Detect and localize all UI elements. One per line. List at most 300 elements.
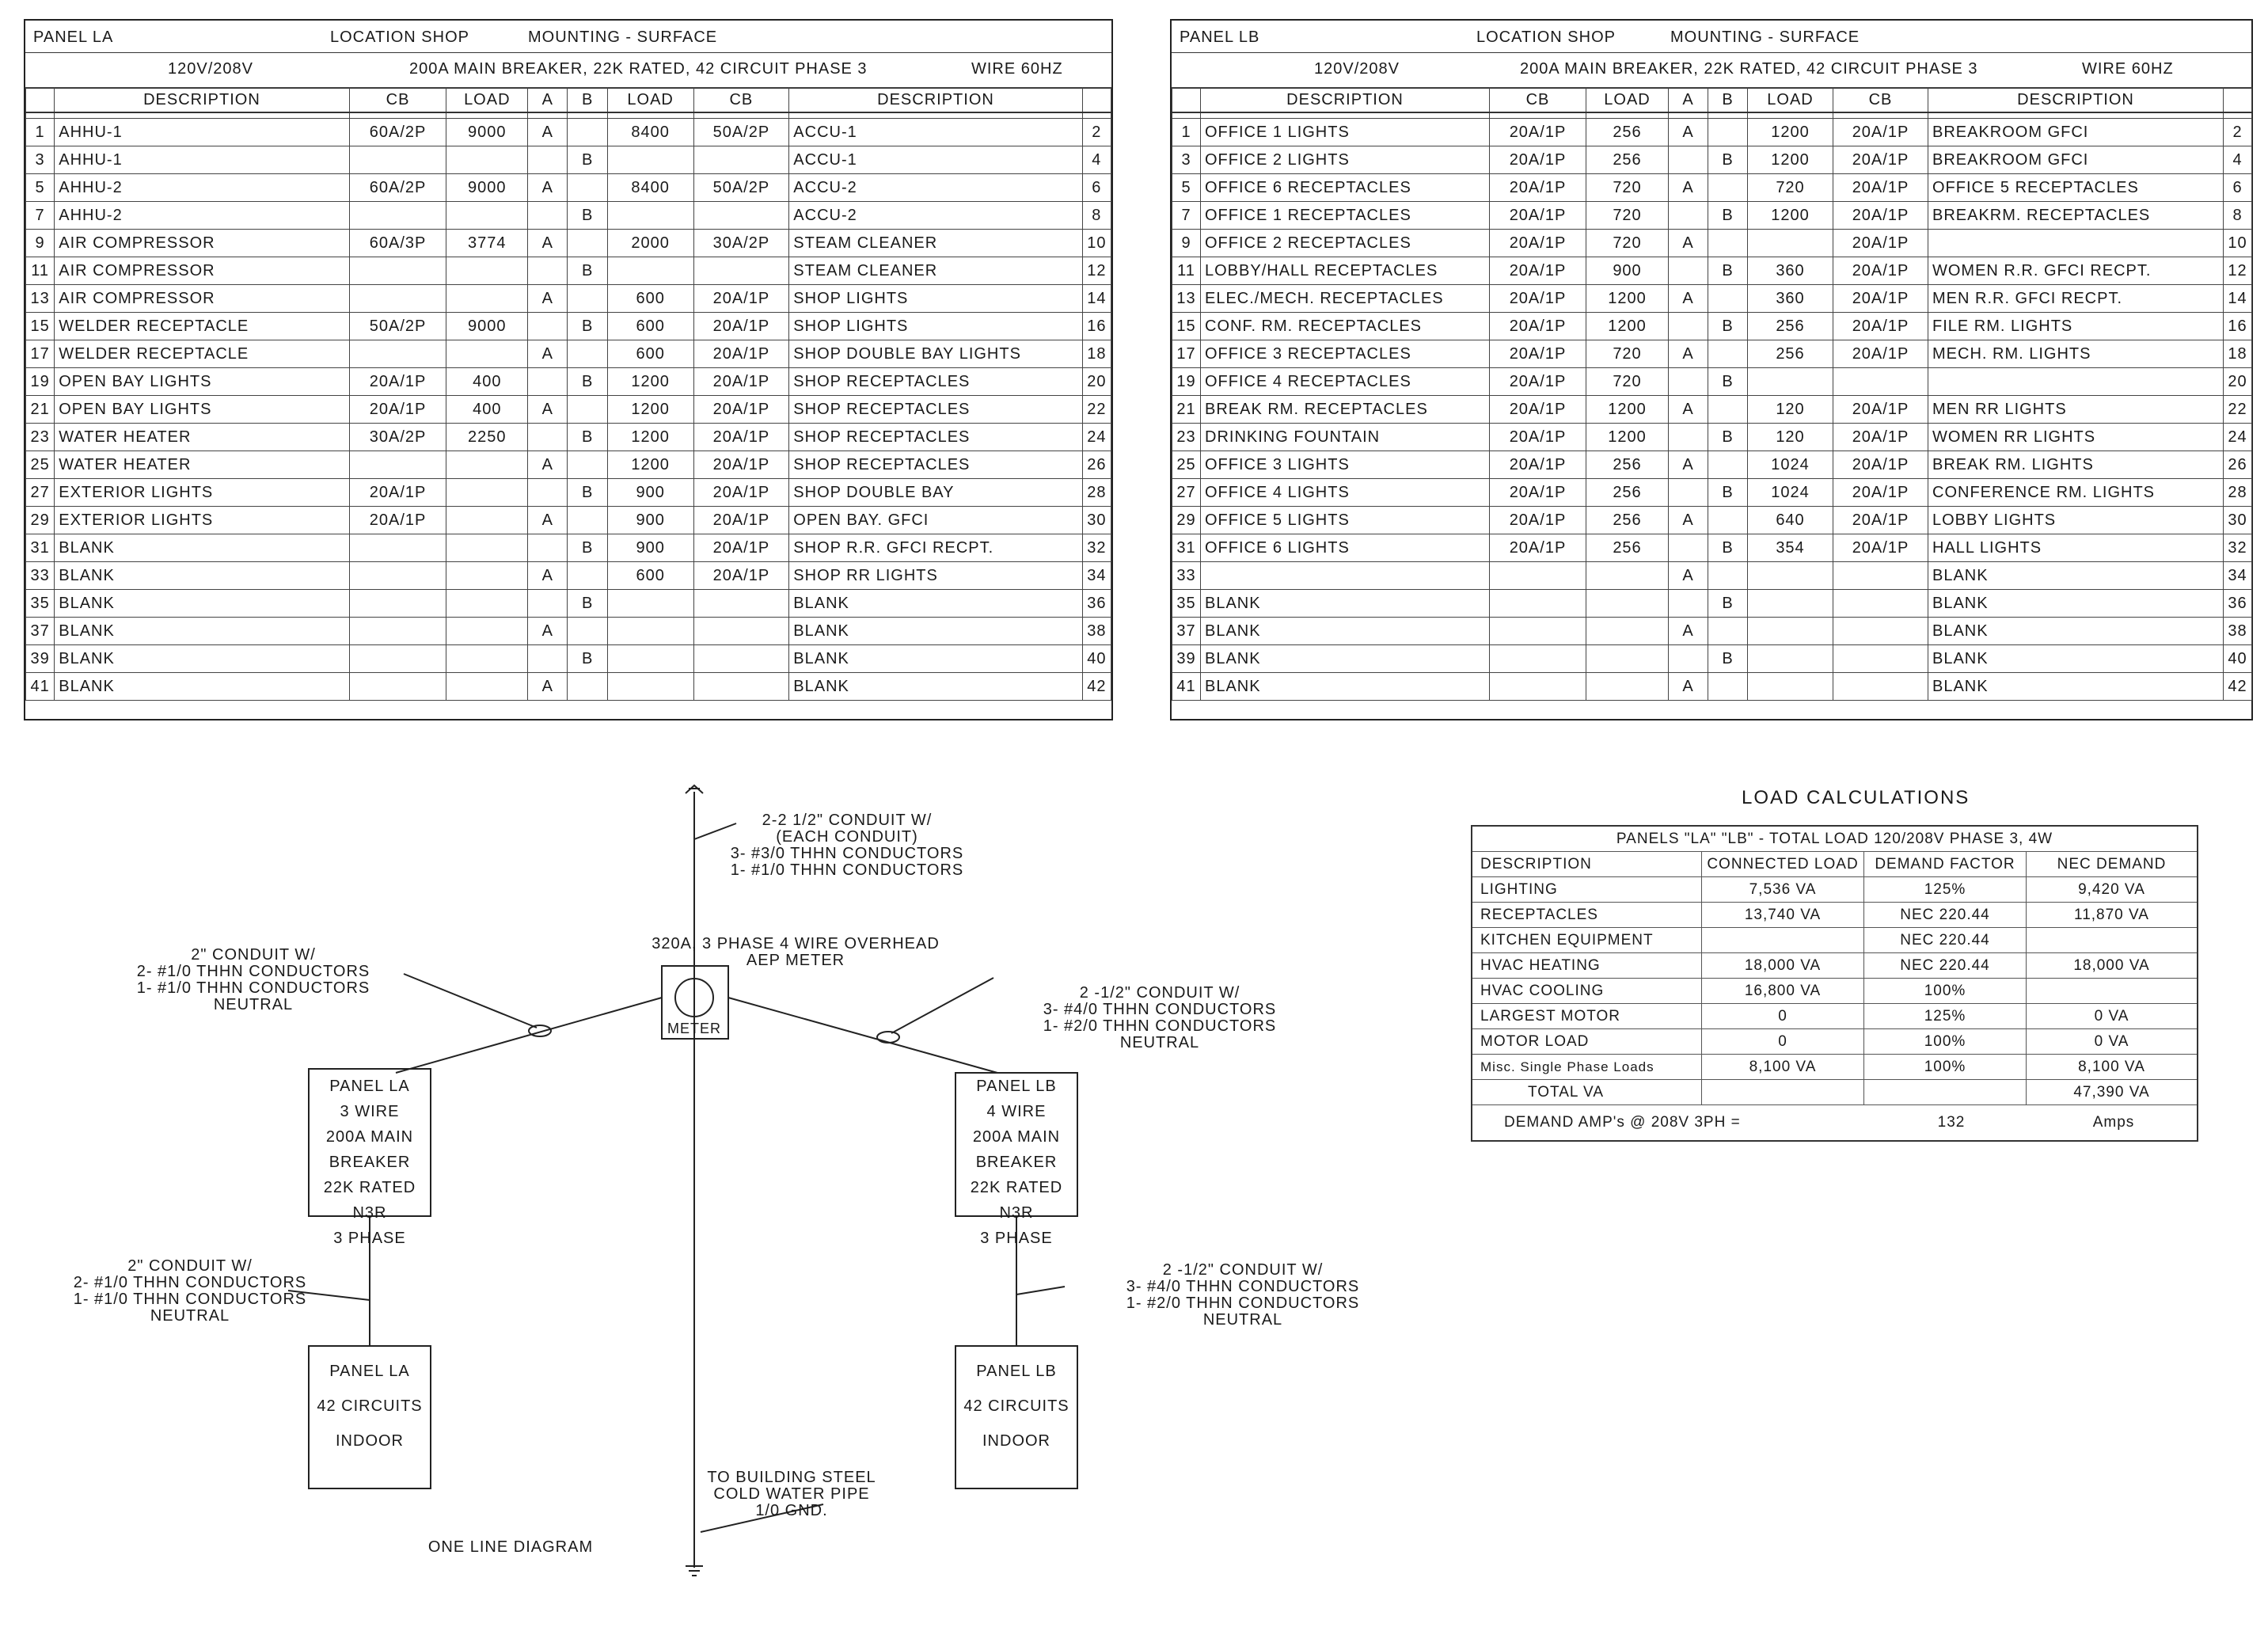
calc-row <box>1472 1029 2197 1055</box>
circuit-load: 256 <box>1586 146 1669 174</box>
phase-a: A <box>528 340 568 368</box>
circuit-row <box>1172 479 2252 507</box>
col-cb: CB <box>1833 88 1928 113</box>
circuit-load: 1200 <box>1748 146 1833 174</box>
calc-demand-factor: 100% <box>1864 1029 2027 1054</box>
circuit-breaker: 20A/1P <box>1490 396 1586 424</box>
circuit-description: OFFICE 6 RECEPTACLES <box>1201 174 1490 202</box>
calc-connected-load: 7,536 VA <box>1702 877 1864 902</box>
circuit-description: BLANK <box>1201 673 1490 701</box>
circuit-breaker: 20A/1P <box>1833 451 1928 479</box>
circuit-number: 28 <box>2224 479 2252 507</box>
circuit-description: BLANK <box>55 618 349 645</box>
phase-a: A <box>1669 340 1708 368</box>
circuit-load: 720 <box>1586 202 1669 230</box>
circuit-breaker: 20A/1P <box>693 368 789 396</box>
circuit-number: 21 <box>1172 396 1201 424</box>
circuit-description: CONF. RM. RECEPTACLES <box>1201 313 1490 340</box>
circuit-load <box>1748 645 1833 673</box>
circuit-number: 9 <box>1172 230 1201 257</box>
leader-line <box>404 974 537 1028</box>
circuit-row <box>26 119 1111 146</box>
top-conduit-note: 3- #3/0 THHN CONDUCTORS <box>730 845 964 862</box>
panel-la-schedule <box>24 19 1113 720</box>
phase-a: A <box>1669 174 1708 202</box>
circuit-load: 360 <box>1748 257 1833 285</box>
phase-b: B <box>568 534 607 562</box>
circuit-breaker <box>693 645 789 673</box>
phase-b: B <box>1708 146 1748 174</box>
circuit-breaker <box>349 562 446 590</box>
calc-demand-row <box>1472 1105 2197 1140</box>
circuit-breaker: 20A/1P <box>1833 534 1928 562</box>
circuit-load <box>1586 562 1669 590</box>
circuit-load <box>446 257 528 285</box>
col-load: LOAD <box>607 88 693 113</box>
circuit-load: 256 <box>1748 313 1833 340</box>
left-feeder-note: 2" CONDUIT W/ <box>191 946 316 964</box>
calc-description: Misc. Single Phase Loads <box>1472 1055 1702 1079</box>
circuit-description: BLANK <box>1928 590 2224 618</box>
circuit-number: 11 <box>1172 257 1201 285</box>
circuit-number: 16 <box>2224 313 2252 340</box>
phase-b <box>1708 119 1748 146</box>
circuit-breaker <box>1490 645 1586 673</box>
phase-b: B <box>1708 424 1748 451</box>
circuit-breaker: 20A/1P <box>349 507 446 534</box>
phase-a: A <box>1669 618 1708 645</box>
circuit-number: 15 <box>1172 313 1201 340</box>
phase-b <box>568 673 607 701</box>
circuit-breaker: 20A/1P <box>1490 174 1586 202</box>
circuit-number: 12 <box>2224 257 2252 285</box>
circuit-description: SHOP DOUBLE BAY LIGHTS <box>789 340 1082 368</box>
phase-a: A <box>528 451 568 479</box>
circuit-number: 12 <box>1082 257 1111 285</box>
circuit-breaker: 20A/1P <box>1833 174 1928 202</box>
circuit-description: BLANK <box>1928 618 2224 645</box>
circuit-description: MEN R.R. GFCI RECPT. <box>1928 285 2224 313</box>
circuit-number: 33 <box>26 562 55 590</box>
circuit-breaker <box>693 257 789 285</box>
col-cb: CB <box>1490 88 1586 113</box>
circuit-breaker: 20A/1P <box>693 534 789 562</box>
circuit-breaker: 20A/1P <box>1833 507 1928 534</box>
circuit-number: 5 <box>1172 174 1201 202</box>
circuit-breaker <box>1833 368 1928 396</box>
circuit-number: 19 <box>26 368 55 396</box>
circuit-breaker: 60A/2P <box>349 119 446 146</box>
circuit-breaker <box>693 673 789 701</box>
panel-la-box-label: BREAKER <box>329 1154 411 1171</box>
leader-line <box>891 978 993 1033</box>
circuit-number: 34 <box>2224 562 2252 590</box>
phase-b: B <box>1708 368 1748 396</box>
circuit-description: BLANK <box>1201 590 1490 618</box>
circuit-number: 26 <box>1082 451 1111 479</box>
circuit-number: 13 <box>1172 285 1201 313</box>
circuit-breaker <box>349 673 446 701</box>
circuit-number: 6 <box>2224 174 2252 202</box>
circuit-load: 1200 <box>607 396 693 424</box>
circuit-description: OFFICE 1 LIGHTS <box>1201 119 1490 146</box>
circuit-load <box>1748 368 1833 396</box>
circuit-number: 19 <box>1172 368 1201 396</box>
panel-lb-sub-label: INDOOR <box>982 1432 1050 1450</box>
circuit-number: 6 <box>1082 174 1111 202</box>
circuit-description: STEAM CLEANER <box>789 230 1082 257</box>
circuit-breaker <box>349 618 446 645</box>
circuit-number: 29 <box>26 507 55 534</box>
circuit-load: 256 <box>1586 507 1669 534</box>
col-phase-a: A <box>528 88 568 113</box>
circuit-description: BLANK <box>1928 673 2224 701</box>
circuit-load <box>607 146 693 174</box>
circuit-number: 23 <box>26 424 55 451</box>
phase-a <box>528 257 568 285</box>
panel-mounting: MOUNTING - SURFACE <box>528 29 718 46</box>
circuit-row <box>1172 230 2252 257</box>
left-feeder-note: 1- #1/0 THHN CONDUCTORS <box>136 979 370 997</box>
circuit-number: 20 <box>2224 368 2252 396</box>
circuit-number: 7 <box>26 202 55 230</box>
calc-connected-load: 16,800 VA <box>1702 979 1864 1003</box>
circuit-description: BLANK <box>789 645 1082 673</box>
phase-a <box>1669 424 1708 451</box>
circuit-number: 39 <box>1172 645 1201 673</box>
circuit-row <box>1172 174 2252 202</box>
circuit-load: 900 <box>607 534 693 562</box>
col-load: LOAD <box>1748 88 1833 113</box>
circuit-breaker: 20A/1P <box>1833 313 1928 340</box>
panel-voltage: 120V/208V <box>1314 60 1400 78</box>
circuit-description: SHOP RR LIGHTS <box>789 562 1082 590</box>
circuit-row <box>1172 368 2252 396</box>
circuit-description: SHOP RECEPTACLES <box>789 368 1082 396</box>
panel-la-header <box>25 21 1111 53</box>
col-load: LOAD <box>446 88 528 113</box>
phase-b: B <box>1708 534 1748 562</box>
circuit-number: 42 <box>1082 673 1111 701</box>
panel-lb-box-label: 200A MAIN <box>972 1128 1061 1146</box>
phase-b <box>1708 507 1748 534</box>
calc-col-description: DESCRIPTION <box>1472 852 1702 876</box>
circuit-row <box>26 618 1111 645</box>
phase-b: B <box>568 313 607 340</box>
circuit-load: 256 <box>1748 340 1833 368</box>
circuit-breaker <box>693 618 789 645</box>
circuit-load <box>1748 673 1833 701</box>
circuit-description: ACCU-1 <box>789 146 1082 174</box>
circuit-number: 39 <box>26 645 55 673</box>
calc-demand-factor: 125% <box>1864 1004 2027 1028</box>
circuit-row <box>26 146 1111 174</box>
circuit-row <box>26 230 1111 257</box>
calc-nec-demand <box>2027 979 2197 1003</box>
ground-note: TO BUILDING STEEL <box>707 1469 876 1486</box>
circuit-row <box>26 562 1111 590</box>
circuit-number: 14 <box>1082 285 1111 313</box>
conduit-mark-icon <box>877 1032 899 1043</box>
circuit-load <box>446 146 528 174</box>
calc-nec-demand: 0 VA <box>2094 1032 2129 1050</box>
calc-row <box>1472 953 2197 979</box>
circuit-breaker: 20A/1P <box>693 424 789 451</box>
calc-description: HVAC HEATING <box>1472 953 1702 978</box>
phase-a <box>528 313 568 340</box>
circuit-breaker: 20A/1P <box>1490 146 1586 174</box>
circuit-breaker: 20A/1P <box>1490 424 1586 451</box>
circuit-breaker: 20A/1P <box>693 340 789 368</box>
panel-lb-box-label: N3R <box>999 1204 1034 1222</box>
circuit-row <box>26 396 1111 424</box>
calc-row <box>1472 877 2197 903</box>
circuit-number: 23 <box>1172 424 1201 451</box>
calc-col-demand-factor: DEMAND FACTOR <box>1864 852 2027 876</box>
phase-b: B <box>1708 202 1748 230</box>
circuit-number: 11 <box>26 257 55 285</box>
circuit-load <box>446 562 528 590</box>
circuit-breaker: 20A/1P <box>1833 340 1928 368</box>
panel-mounting: MOUNTING - SURFACE <box>1670 29 1860 46</box>
phase-b <box>1708 562 1748 590</box>
phase-b: B <box>568 202 607 230</box>
circuit-load <box>446 451 528 479</box>
circuit-load <box>1748 590 1833 618</box>
panel-lb-header <box>1172 21 2251 53</box>
circuit-number: 17 <box>26 340 55 368</box>
circuit-number: 21 <box>26 396 55 424</box>
circuit-description: SHOP RECEPTACLES <box>789 451 1082 479</box>
phase-b <box>568 340 607 368</box>
circuit-description: AHHU-2 <box>55 202 349 230</box>
top-conduit-note: 1- #1/0 THHN CONDUCTORS <box>730 861 964 879</box>
circuit-breaker <box>1833 645 1928 673</box>
circuit-description: OFFICE 4 LIGHTS <box>1201 479 1490 507</box>
circuit-row <box>1172 119 2252 146</box>
circuit-number: 29 <box>1172 507 1201 534</box>
calc-nec-demand <box>2027 928 2197 952</box>
circuit-number: 1 <box>1172 119 1201 146</box>
circuit-number: 3 <box>26 146 55 174</box>
circuit-breaker: 20A/1P <box>693 507 789 534</box>
circuit-number: 34 <box>1082 562 1111 590</box>
circuit-breaker: 20A/1P <box>1490 479 1586 507</box>
phase-b: B <box>568 146 607 174</box>
conduit-mark-icon <box>529 1025 551 1036</box>
circuit-breaker: 20A/1P <box>693 285 789 313</box>
circuit-breaker: 30A/2P <box>349 424 446 451</box>
phase-a: A <box>528 673 568 701</box>
circuit-load <box>1586 645 1669 673</box>
panel-la-subheader <box>25 52 1111 89</box>
circuit-description: FILE RM. LIGHTS <box>1928 313 2224 340</box>
phase-b <box>1708 673 1748 701</box>
phase-a <box>528 368 568 396</box>
circuit-description: AIR COMPRESSOR <box>55 257 349 285</box>
calc-connected-load <box>1702 928 1864 952</box>
load-calc-title: LOAD CALCULATIONS <box>1742 787 1970 808</box>
circuit-load <box>446 673 528 701</box>
col-description: DESCRIPTION <box>789 88 1082 113</box>
panel-lb-schedule <box>1170 19 2253 720</box>
circuit-breaker: 20A/1P <box>1490 202 1586 230</box>
circuit-row <box>26 174 1111 202</box>
col-description: DESCRIPTION <box>55 88 349 113</box>
right-feeder-note: 3- #4/0 THHN CONDUCTORS <box>1043 1001 1277 1018</box>
circuit-number: 31 <box>1172 534 1201 562</box>
panel-la-box-label: N3R <box>352 1204 387 1222</box>
circuit-description: MECH. RM. LIGHTS <box>1928 340 2224 368</box>
circuit-breaker: 20A/1P <box>1833 257 1928 285</box>
circuit-description: OFFICE 3 RECEPTACLES <box>1201 340 1490 368</box>
calc-nec-demand: 8,100 VA <box>2078 1058 2145 1075</box>
circuit-breaker: 20A/1P <box>1490 285 1586 313</box>
circuit-load: 400 <box>446 396 528 424</box>
circuit-number: 25 <box>26 451 55 479</box>
circuit-description: ACCU-2 <box>789 174 1082 202</box>
left-subfeed-note: 1- #1/0 THHN CONDUCTORS <box>73 1291 307 1308</box>
phase-a: A <box>1669 507 1708 534</box>
phase-a: A <box>528 562 568 590</box>
circuit-description: AIR COMPRESSOR <box>55 230 349 257</box>
phase-b <box>568 285 607 313</box>
circuit-load: 1024 <box>1748 479 1833 507</box>
circuit-description: AHHU-1 <box>55 119 349 146</box>
circuit-breaker <box>349 340 446 368</box>
circuit-description: BLANK <box>55 534 349 562</box>
col-load: LOAD <box>1586 88 1669 113</box>
circuit-load: 9000 <box>446 119 528 146</box>
panel-la-box-label: PANEL LA <box>329 1078 410 1095</box>
phase-a: A <box>1669 230 1708 257</box>
phase-b <box>568 451 607 479</box>
circuit-number: 27 <box>26 479 55 507</box>
circuit-number: 35 <box>26 590 55 618</box>
circuit-load: 2000 <box>607 230 693 257</box>
phase-a <box>528 590 568 618</box>
circuit-description: SHOP LIGHTS <box>789 285 1082 313</box>
circuit-load <box>1748 618 1833 645</box>
circuit-number: 24 <box>1082 424 1111 451</box>
circuit-load: 720 <box>1586 174 1669 202</box>
meter-note: AEP METER <box>746 952 845 969</box>
circuit-description: BREAK RM. RECEPTACLES <box>1201 396 1490 424</box>
circuit-load <box>607 257 693 285</box>
circuit-number: 10 <box>1082 230 1111 257</box>
circuit-load: 120 <box>1748 396 1833 424</box>
circuit-breaker: 20A/1P <box>693 451 789 479</box>
circuit-description: WATER HEATER <box>55 451 349 479</box>
circuit-load <box>446 618 528 645</box>
phase-a: A <box>1669 673 1708 701</box>
circuit-breaker <box>1490 618 1586 645</box>
panel-la-box-label: 22K RATED <box>323 1179 416 1196</box>
phase-a: A <box>528 285 568 313</box>
phase-b <box>568 507 607 534</box>
circuit-load: 600 <box>607 562 693 590</box>
circuit-breaker <box>349 590 446 618</box>
circuit-description: BLANK <box>1201 645 1490 673</box>
phase-b <box>568 174 607 202</box>
phase-a <box>528 424 568 451</box>
phase-b: B <box>568 590 607 618</box>
circuit-load: 9000 <box>446 174 528 202</box>
panel-voltage: 120V/208V <box>168 60 253 78</box>
circuit-load <box>1586 673 1669 701</box>
top-conduit-note: (EACH CONDUIT) <box>776 828 918 846</box>
circuit-number: 22 <box>2224 396 2252 424</box>
circuit-row <box>1172 396 2252 424</box>
circuit-breaker <box>349 202 446 230</box>
panel-la-sub-label: INDOOR <box>336 1432 404 1450</box>
circuit-description: WOMEN R.R. GFCI RECPT. <box>1928 257 2224 285</box>
left-subfeed-note: NEUTRAL <box>150 1307 230 1325</box>
circuit-load <box>446 507 528 534</box>
circuit-row <box>26 534 1111 562</box>
circuit-number: 3 <box>1172 146 1201 174</box>
calc-description: LARGEST MOTOR <box>1472 1004 1702 1028</box>
circuit-load <box>446 285 528 313</box>
circuit-number: 41 <box>26 673 55 701</box>
calc-demand-factor: NEC 220.44 <box>1864 928 2027 952</box>
circuit-description: OFFICE 2 LIGHTS <box>1201 146 1490 174</box>
phase-b <box>568 562 607 590</box>
circuit-load <box>1586 590 1669 618</box>
circuit-description: LOBBY LIGHTS <box>1928 507 2224 534</box>
circuit-breaker: 20A/1P <box>1490 451 1586 479</box>
calc-description: RECEPTACLES <box>1472 903 1702 927</box>
circuit-description: OPEN BAY LIGHTS <box>55 368 349 396</box>
phase-a: A <box>1669 396 1708 424</box>
circuit-load: 8400 <box>607 174 693 202</box>
circuit-breaker <box>1833 562 1928 590</box>
circuit-breaker <box>349 257 446 285</box>
circuit-description: WELDER RECEPTACLE <box>55 340 349 368</box>
circuit-load <box>446 340 528 368</box>
phase-a: A <box>1669 119 1708 146</box>
phase-b: B <box>568 424 607 451</box>
circuit-number: 10 <box>2224 230 2252 257</box>
circuit-number: 37 <box>1172 618 1201 645</box>
panel-lb-table <box>1172 87 2252 701</box>
circuit-load: 1200 <box>607 368 693 396</box>
phase-a <box>528 645 568 673</box>
circuit-load: 354 <box>1748 534 1833 562</box>
calc-demand-factor: 125% <box>1864 877 2027 902</box>
circuit-description: OPEN BAY LIGHTS <box>55 396 349 424</box>
circuit-description: STEAM CLEANER <box>789 257 1082 285</box>
circuit-description: ACCU-2 <box>789 202 1082 230</box>
ground-note: COLD WATER PIPE <box>713 1485 870 1503</box>
calc-total-label: TOTAL VA <box>1472 1080 1702 1104</box>
circuit-description: OFFICE 2 RECEPTACLES <box>1201 230 1490 257</box>
phase-a <box>1669 534 1708 562</box>
circuit-description: WOMEN RR LIGHTS <box>1928 424 2224 451</box>
calc-nec-demand: 0 VA <box>2094 1007 2129 1025</box>
circuit-number: 14 <box>2224 285 2252 313</box>
circuit-number: 37 <box>26 618 55 645</box>
circuit-load: 9000 <box>446 313 528 340</box>
phase-a <box>528 146 568 174</box>
circuit-breaker <box>693 590 789 618</box>
circuit-row <box>1172 673 2252 701</box>
circuit-number: 24 <box>2224 424 2252 451</box>
calc-demand-factor: 100% <box>1864 979 2027 1003</box>
circuit-row <box>1172 257 2252 285</box>
circuit-number: 32 <box>2224 534 2252 562</box>
panel-lb-sub-label: 42 CIRCUITS <box>963 1397 1069 1415</box>
